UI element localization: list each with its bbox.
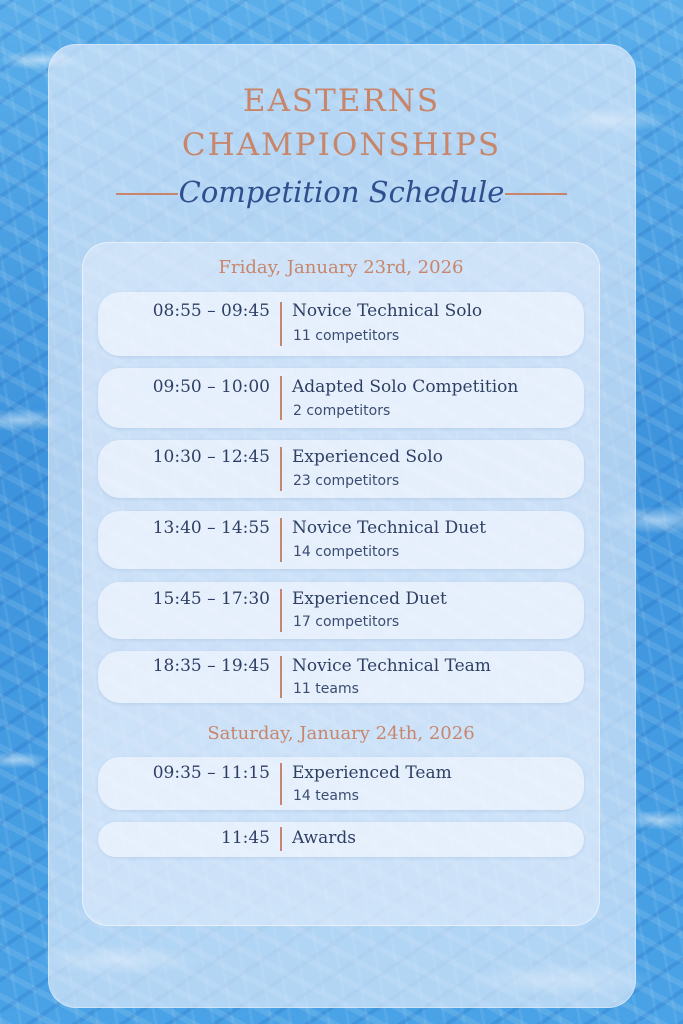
- event-name: Experienced Duet: [292, 589, 447, 609]
- event-count: 11 teams: [293, 681, 359, 697]
- event-row: [98, 511, 584, 569]
- event-count: 14 teams: [293, 788, 359, 804]
- event-divider: [280, 827, 282, 851]
- event-divider: [280, 518, 282, 562]
- event-count: 14 competitors: [293, 544, 400, 560]
- event-name: Novice Technical Team: [292, 656, 491, 676]
- event-name: Awards: [292, 828, 356, 848]
- event-row: [98, 757, 584, 810]
- subtitle-row: [0, 170, 683, 214]
- event-divider: [280, 376, 282, 420]
- poster-title-line-2: CHAMPIONSHIPS: [181, 127, 502, 163]
- event-time: 13:40 – 14:55: [152, 518, 270, 538]
- event-row: [98, 582, 584, 639]
- event-time: 18:35 – 19:45: [152, 656, 270, 676]
- event-name: Novice Technical Solo: [292, 301, 483, 321]
- event-row: [98, 822, 584, 857]
- event-count: 11 competitors: [293, 328, 400, 344]
- event-time: 11:45: [221, 828, 270, 848]
- event-time: 15:45 – 17:30: [152, 589, 270, 609]
- event-name: Experienced Team: [292, 763, 452, 783]
- day-heading-saturday: Saturday, January 24th, 2026: [207, 723, 475, 744]
- subtitle-rule-right: [505, 193, 567, 195]
- event-name: Adapted Solo Competition: [292, 377, 519, 397]
- event-row: [98, 651, 584, 703]
- event-row: [98, 292, 584, 356]
- event-count: 17 competitors: [293, 614, 400, 630]
- event-time: 09:35 – 11:15: [152, 763, 270, 783]
- event-name: Experienced Solo: [292, 447, 443, 467]
- event-row: [98, 368, 584, 428]
- event-divider: [280, 302, 282, 346]
- event-time: 09:50 – 10:00: [152, 377, 270, 397]
- event-count: 23 competitors: [293, 473, 400, 489]
- event-divider: [280, 656, 282, 698]
- event-divider: [280, 447, 282, 491]
- event-name: Novice Technical Duet: [292, 518, 487, 538]
- poster-title-line-1: EASTERNS: [242, 83, 441, 119]
- event-time: 10:30 – 12:45: [152, 447, 270, 467]
- event-time: 08:55 – 09:45: [152, 301, 270, 321]
- event-row: [98, 440, 584, 498]
- poster-subtitle: Competition Schedule: [178, 175, 505, 209]
- event-divider: [280, 589, 282, 632]
- event-divider: [280, 763, 282, 805]
- event-count: 2 competitors: [293, 403, 391, 419]
- day-heading-friday: Friday, January 23rd, 2026: [218, 257, 464, 278]
